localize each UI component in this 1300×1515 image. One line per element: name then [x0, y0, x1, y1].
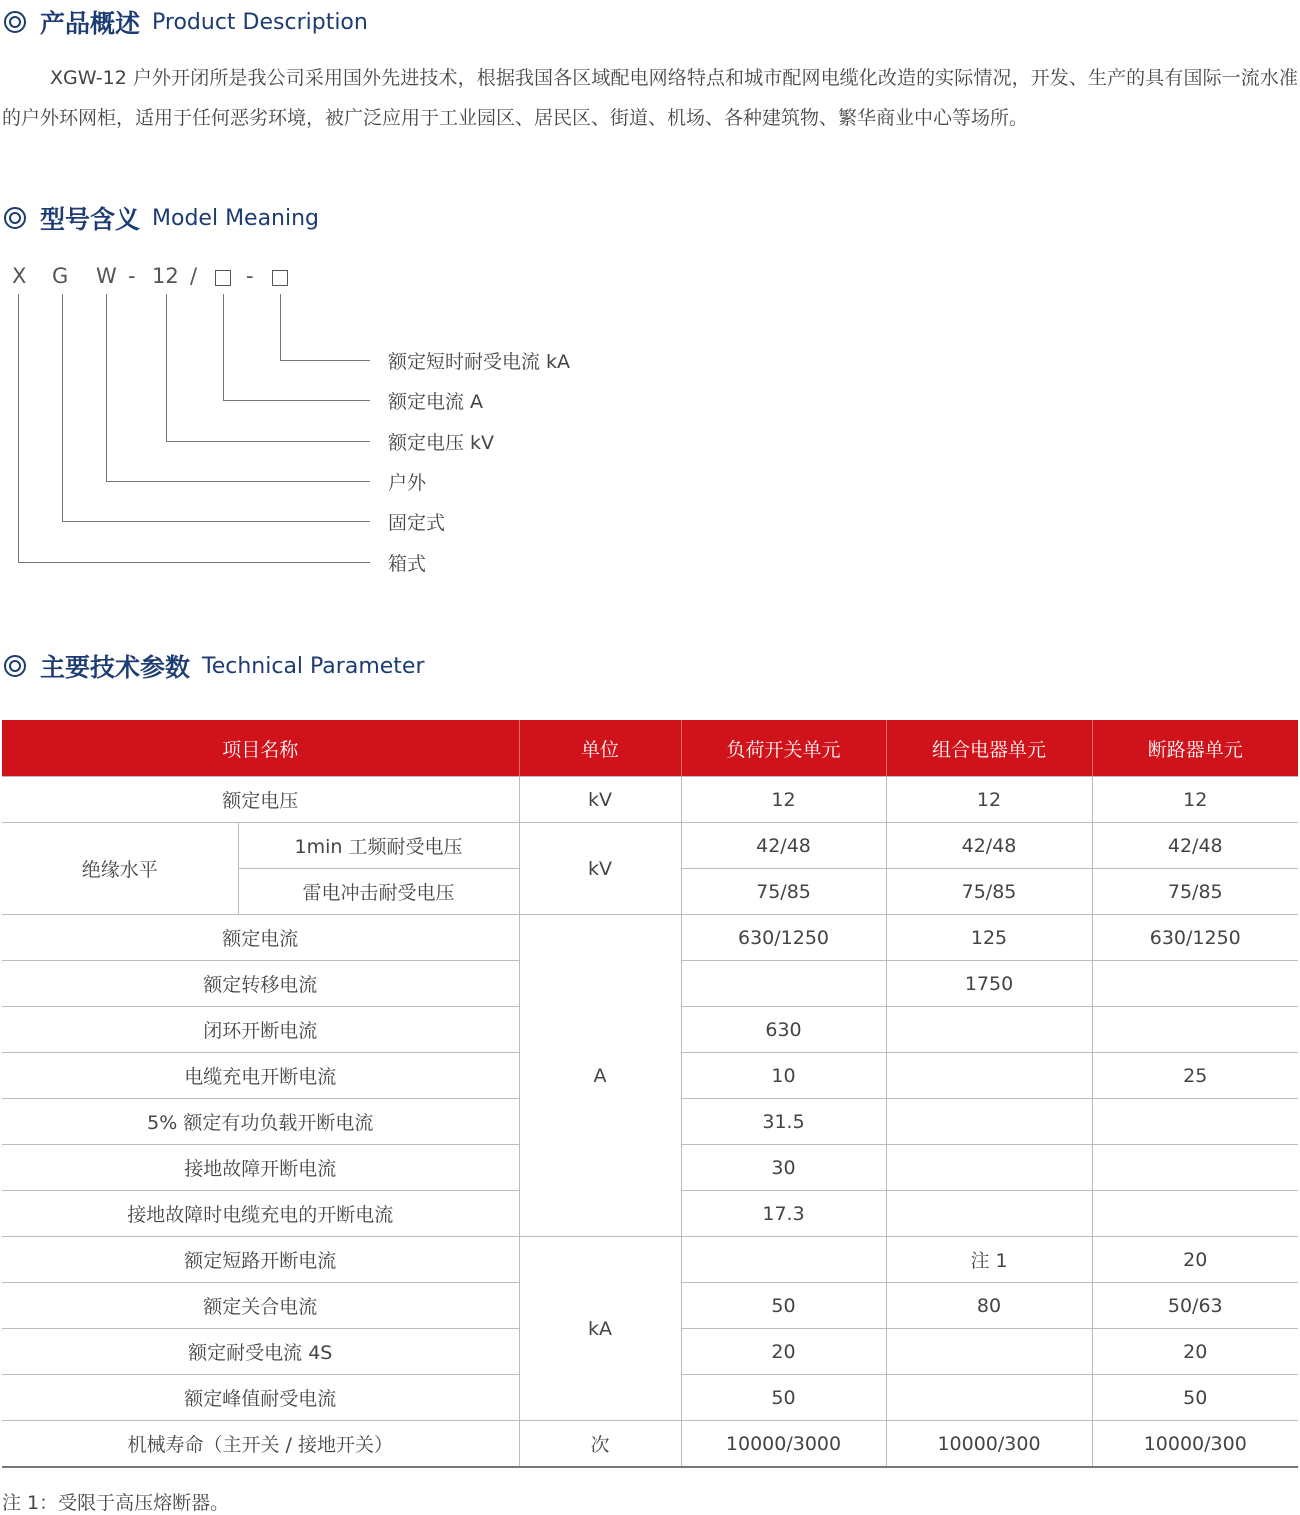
param-value: 25	[1092, 1053, 1298, 1099]
diagram-line	[280, 294, 281, 360]
param-name: 额定转移电流	[2, 961, 519, 1007]
param-unit: kV	[519, 777, 681, 823]
heading-cn: 主要技术参数	[40, 653, 191, 682]
legend-fixed: 固定式	[388, 512, 446, 534]
param-value: 75/85	[886, 869, 1092, 915]
heading-cn: 型号含义	[40, 205, 141, 234]
param-value: 80	[886, 1283, 1092, 1329]
param-value: 630	[681, 1007, 886, 1053]
param-name: 额定电压	[2, 777, 519, 823]
table-row	[2, 1421, 1298, 1468]
param-value: 50	[681, 1283, 886, 1329]
footnote: 注 1：受限于高压熔断器。	[2, 1492, 230, 1514]
diagram-line	[280, 360, 370, 361]
param-name: 1min 工频耐受电压	[238, 823, 519, 869]
legend-rated-voltage: 额定电压 kV	[388, 432, 495, 454]
param-value: 1750	[886, 961, 1092, 1007]
param-value	[886, 1375, 1092, 1421]
param-value: 10000/300	[886, 1421, 1092, 1468]
diagram-line	[62, 521, 370, 522]
param-value: 50	[681, 1375, 886, 1421]
legend-outdoor: 户外	[388, 472, 427, 494]
section-heading-product	[4, 2, 368, 42]
param-value: 12	[681, 777, 886, 823]
param-name: 额定峰值耐受电流	[2, 1375, 519, 1421]
diagram-line	[223, 294, 224, 400]
param-value: 125	[886, 915, 1092, 961]
legend-box-type: 箱式	[388, 553, 427, 575]
param-value: 10000/3000	[681, 1421, 886, 1468]
param-name: 额定关合电流	[2, 1283, 519, 1329]
param-value: 12	[1092, 777, 1298, 823]
placeholder-box	[272, 270, 288, 286]
diagram-line	[18, 562, 370, 563]
param-value: 50/63	[1092, 1283, 1298, 1329]
param-value	[886, 1145, 1092, 1191]
heading-en: Model Meaning	[152, 205, 320, 231]
table-header-row	[2, 720, 1298, 777]
double-circle-icon	[4, 207, 26, 229]
param-value: 20	[1092, 1329, 1298, 1375]
column-header: 断路器单元	[1092, 720, 1298, 777]
code-dash: -	[246, 264, 254, 288]
param-name: 额定短路开断电流	[2, 1237, 519, 1283]
param-value	[1092, 1007, 1298, 1053]
param-value	[681, 961, 886, 1007]
placeholder-box	[215, 270, 231, 286]
legend-short-time-current: 额定短时耐受电流 kA	[388, 351, 571, 373]
heading-en: Product Description	[152, 9, 368, 35]
param-unit: 次	[519, 1421, 681, 1468]
section-heading-tech	[4, 646, 425, 686]
param-value	[681, 1237, 886, 1283]
double-circle-icon	[4, 655, 26, 677]
code-slash: /	[190, 264, 198, 288]
diagram-line	[106, 481, 370, 482]
double-circle-icon	[4, 11, 26, 33]
param-group: 绝缘水平	[2, 823, 238, 915]
param-value: 42/48	[1092, 823, 1298, 869]
param-value: 630/1250	[1092, 915, 1298, 961]
legend-rated-current: 额定电流 A	[388, 391, 484, 413]
param-name: 5% 额定有功负载开断电流	[2, 1099, 519, 1145]
param-value	[1092, 1099, 1298, 1145]
param-unit: kA	[519, 1237, 681, 1421]
param-value	[886, 1007, 1092, 1053]
code-number: 12	[152, 264, 179, 288]
param-name: 额定电流	[2, 915, 519, 961]
param-unit: A	[519, 915, 681, 1237]
param-name: 雷电冲击耐受电压	[238, 869, 519, 915]
table-row	[2, 823, 1298, 869]
code-x: X	[12, 264, 27, 288]
table-row	[2, 777, 1298, 823]
param-value: 75/85	[681, 869, 886, 915]
code-dash: -	[128, 264, 136, 288]
param-value	[886, 1053, 1092, 1099]
param-value	[1092, 961, 1298, 1007]
diagram-line	[166, 294, 167, 441]
param-value: 12	[886, 777, 1092, 823]
column-header: 负荷开关单元	[681, 720, 886, 777]
column-header: 单位	[519, 720, 681, 777]
param-name: 接地故障时电缆充电的开断电流	[2, 1191, 519, 1237]
param-value: 10	[681, 1053, 886, 1099]
diagram-line	[166, 441, 370, 442]
heading-en: Technical Parameter	[202, 653, 425, 679]
param-value: 注 1	[886, 1237, 1092, 1283]
param-name: 电缆充电开断电流	[2, 1053, 519, 1099]
param-value: 31.5	[681, 1099, 886, 1145]
table-row	[2, 915, 1298, 961]
section-heading-model	[4, 198, 319, 238]
parameter-table	[2, 720, 1298, 1468]
param-name: 机械寿命（主开关 / 接地开关）	[2, 1421, 519, 1468]
param-value	[886, 1099, 1092, 1145]
diagram-line	[18, 294, 19, 562]
param-value	[1092, 1145, 1298, 1191]
param-value: 75/85	[1092, 869, 1298, 915]
param-value	[886, 1329, 1092, 1375]
code-w: W	[96, 264, 117, 288]
param-name: 闭环开断电流	[2, 1007, 519, 1053]
product-description: XGW-12 户外开闭所是我公司采用国外先进技术，根据我国各区域配电网络特点和城市配网电缆化改造的实际情况，开发、生产的具有国际一流水准的户外环网柜，适用于任何恶劣环境，被广泛应用于工业园区、居民区、街道、机场、各种建筑物、繁华商业中心等场所。	[2, 67, 1298, 129]
param-value: 17.3	[681, 1191, 886, 1237]
column-header: 组合电器单元	[886, 720, 1092, 777]
param-unit: kV	[519, 823, 681, 915]
heading-cn: 产品概述	[40, 9, 141, 38]
diagram-line	[106, 294, 107, 481]
param-value: 42/48	[886, 823, 1092, 869]
param-value: 20	[681, 1329, 886, 1375]
param-value: 20	[1092, 1237, 1298, 1283]
param-value	[1092, 1191, 1298, 1237]
param-name: 额定耐受电流 4S	[2, 1329, 519, 1375]
param-value: 42/48	[681, 823, 886, 869]
param-value: 30	[681, 1145, 886, 1191]
param-value: 50	[1092, 1375, 1298, 1421]
param-name: 接地故障开断电流	[2, 1145, 519, 1191]
table-row	[2, 1237, 1298, 1283]
param-value: 630/1250	[681, 915, 886, 961]
param-value: 10000/300	[1092, 1421, 1298, 1468]
diagram-line	[223, 400, 370, 401]
diagram-line	[62, 294, 63, 521]
code-g: G	[52, 264, 69, 288]
column-header: 项目名称	[2, 720, 519, 777]
param-value	[886, 1191, 1092, 1237]
